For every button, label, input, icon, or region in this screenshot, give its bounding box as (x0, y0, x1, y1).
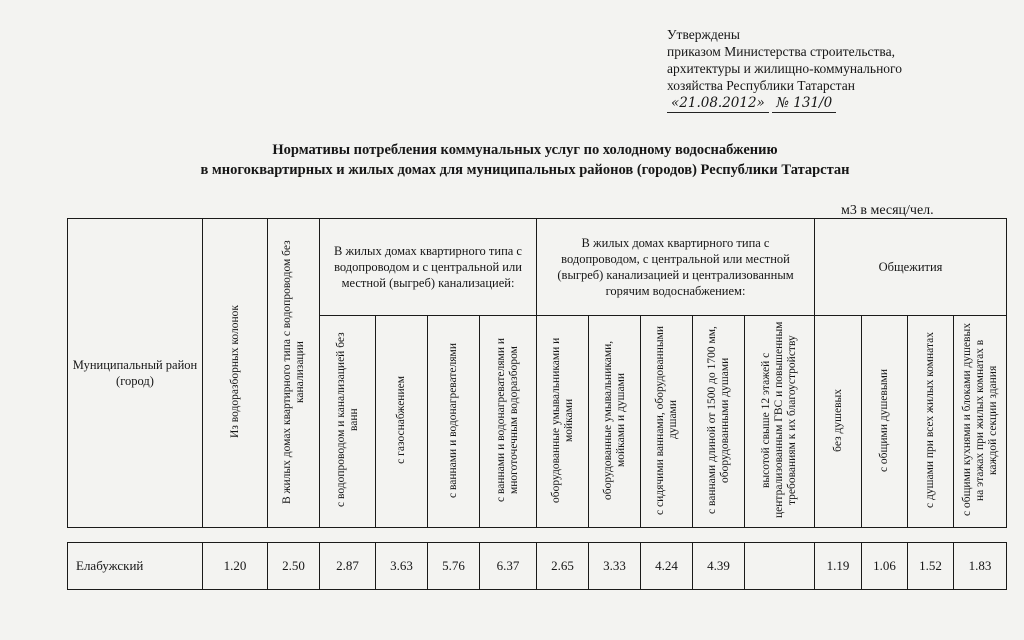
header-cell (320, 316, 376, 528)
value-cell: 2.50 (268, 543, 320, 590)
header-text: с ваннами длиной от 1500 до 1700 мм, оборудованными душами (705, 326, 731, 515)
header-cell (428, 316, 480, 528)
header-cell (815, 316, 862, 528)
header-cell (376, 316, 428, 528)
spacer-cell (68, 528, 1007, 543)
value-cell: 2.87 (320, 543, 376, 590)
approval-stamp (667, 26, 1007, 113)
approval-line: хозяйства Республики Татарстан (667, 78, 855, 93)
header-cell (480, 316, 537, 528)
header-group-3: Общежития (815, 219, 1007, 316)
header-text: с водопроводом и канализацией без ванн (334, 332, 360, 508)
table-row (68, 543, 1007, 590)
value-cell: 3.63 (376, 543, 428, 590)
header-group-2: В жилых домах квартирного типа с водопроводом, с центральной или местной (выгреб) канализацией и централизованным горячим водоснабжением: (537, 219, 815, 316)
value-cell: 1.19 (815, 543, 862, 590)
header-cell (589, 316, 641, 528)
approval-date: «21.08.2012» (667, 95, 769, 113)
header-text: без душевых (831, 388, 844, 452)
value-cell: 4.24 (641, 543, 693, 590)
approval-date-line (667, 94, 1007, 113)
value-cell: 1.06 (862, 543, 908, 590)
header-text: с ваннами и водонагревателями и многоточечным водоразбором (495, 338, 520, 503)
table-spacer-row (68, 528, 1007, 543)
value-cell: 1.20 (203, 543, 268, 590)
value-cell: 3.33 (589, 543, 641, 590)
header-text: с газоснабжением (395, 376, 407, 465)
value-cell (745, 543, 815, 590)
header-cell (908, 316, 954, 528)
header-cell (693, 316, 745, 528)
value-cell: 6.37 (480, 543, 537, 590)
unit-label: м3 в месяц/чел. (841, 203, 934, 218)
value-cell: 1.52 (908, 543, 954, 590)
header-cell (745, 316, 815, 528)
approval-line: архитектуры и жилищно-коммунального (667, 61, 902, 76)
header-text: с ваннами и водонагревателями (447, 342, 459, 498)
norms-table (67, 218, 1007, 590)
municipality-name: Елабужский (68, 543, 203, 590)
header-no-sewer (268, 219, 320, 528)
value-cell: 1.83 (954, 543, 1007, 590)
document-title (120, 140, 930, 180)
approval-line: приказом Министерства строительства, (667, 44, 895, 59)
header-standpipes (203, 219, 268, 528)
header-text: с общими кухнями и блоками душевых на этажах при жилых комнатах в каждой секции здания (960, 323, 999, 517)
header-text: Из водоразборных колонок (228, 305, 241, 438)
header-text: высотой свыше 12 этажей с централизованным ГВС и повышенным требованиям к их благоустройству (760, 321, 798, 519)
header-text: оборудованные умывальниками и мойками (549, 337, 575, 503)
title-line: в многоквартирных и жилых домах для муниципальных районов (городов) Республики Татарстан (200, 162, 850, 178)
header-text: с общими душевыми (878, 368, 891, 472)
approval-line: Утверждены (667, 27, 740, 42)
value-cell: 2.65 (537, 543, 589, 590)
header-cell (537, 316, 589, 528)
header-municipality: Муниципальный район (город) (68, 219, 203, 528)
header-text: оборудованные умывальниками, мойками и душами (601, 340, 627, 500)
value-cell: 4.39 (693, 543, 745, 590)
header-cell (862, 316, 908, 528)
approval-number: № 131/0 (772, 95, 836, 113)
header-text: с сидячими ваннами, оборудованными душами (653, 325, 679, 515)
header-text: с душами при всех жилых комнатах (924, 332, 937, 509)
value-cell: 5.76 (428, 543, 480, 590)
header-cell (954, 316, 1007, 528)
header-group-1: В жилых домах квартирного типа с водопроводом и с центральной или местной (выгреб) канализацией: (320, 219, 537, 316)
header-cell (641, 316, 693, 528)
title-line: Нормативы потребления коммунальных услуг по холодному водоснабжению (272, 142, 778, 158)
header-text: В жилых домах квартирного типа с водопроводом без канализации (280, 239, 306, 504)
